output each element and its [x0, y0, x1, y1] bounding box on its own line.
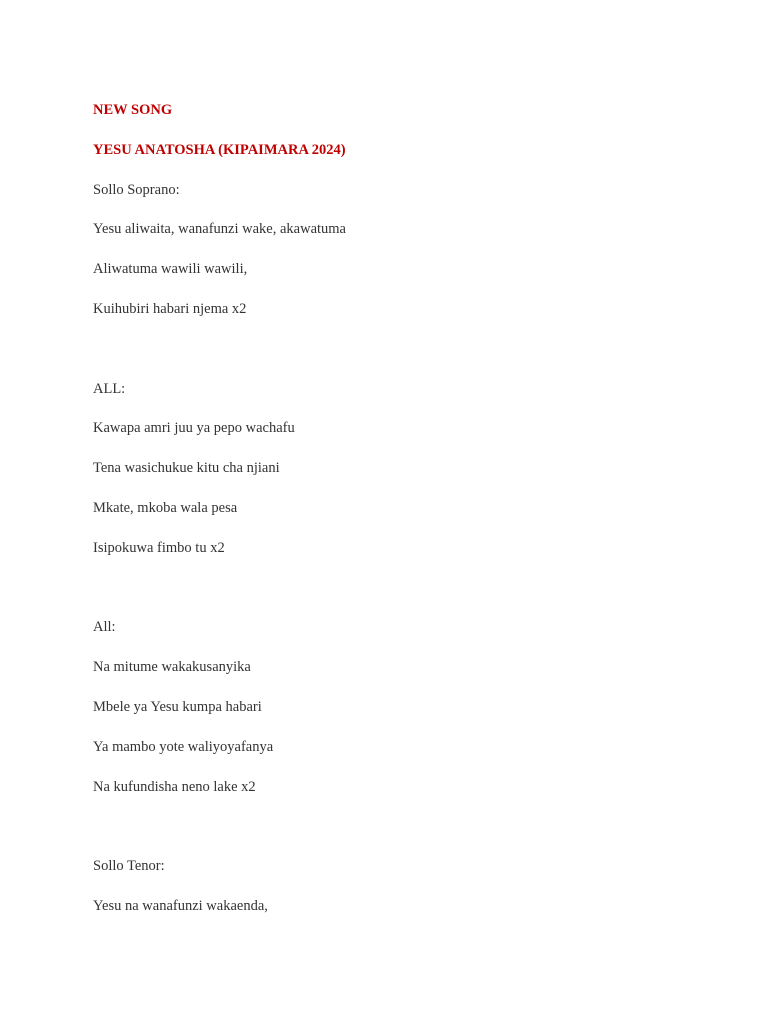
lyric-line: Mbele ya Yesu kumpa habari: [93, 698, 262, 715]
lyric-line: Kawapa amri juu ya pepo wachafu: [93, 420, 295, 437]
lyric-line: Na mitume wakakusanyika: [93, 659, 251, 676]
section-label-all-2: All:: [93, 619, 116, 636]
blank-line: [93, 340, 713, 358]
blank-line: [93, 817, 713, 835]
lyric-line: Isipokuwa fimbo tu x2: [93, 539, 225, 556]
section-label-tenor: Sollo Tenor:: [93, 858, 165, 875]
lyric-line: Yesu aliwaita, wanafunzi wake, akawatuma: [93, 221, 346, 238]
section-label-soprano: Sollo Soprano:: [93, 181, 180, 198]
song-lyrics: [93, 101, 713, 937]
lyric-line: Kuihubiri habari njema x2: [93, 300, 247, 317]
document-title: NEW SONG: [93, 102, 173, 118]
lyric-line: Na kufundisha neno lake x2: [93, 778, 256, 795]
lyric-line: Ya mambo yote waliyoyafanya: [93, 738, 274, 755]
song-title: YESU ANATOSHA (KIPAIMARA 2024): [93, 141, 346, 158]
section-label-all: ALL:: [93, 380, 126, 397]
lyric-line: Tena wasichukue kitu cha njiani: [93, 460, 280, 477]
lyric-line: Mkate, mkoba wala pesa: [93, 499, 238, 516]
lyric-line: Yesu na wanafunzi wakaenda,: [93, 897, 268, 914]
lyric-line: Aliwatuma wawili wawili,: [93, 261, 248, 278]
blank-line: [93, 579, 713, 597]
